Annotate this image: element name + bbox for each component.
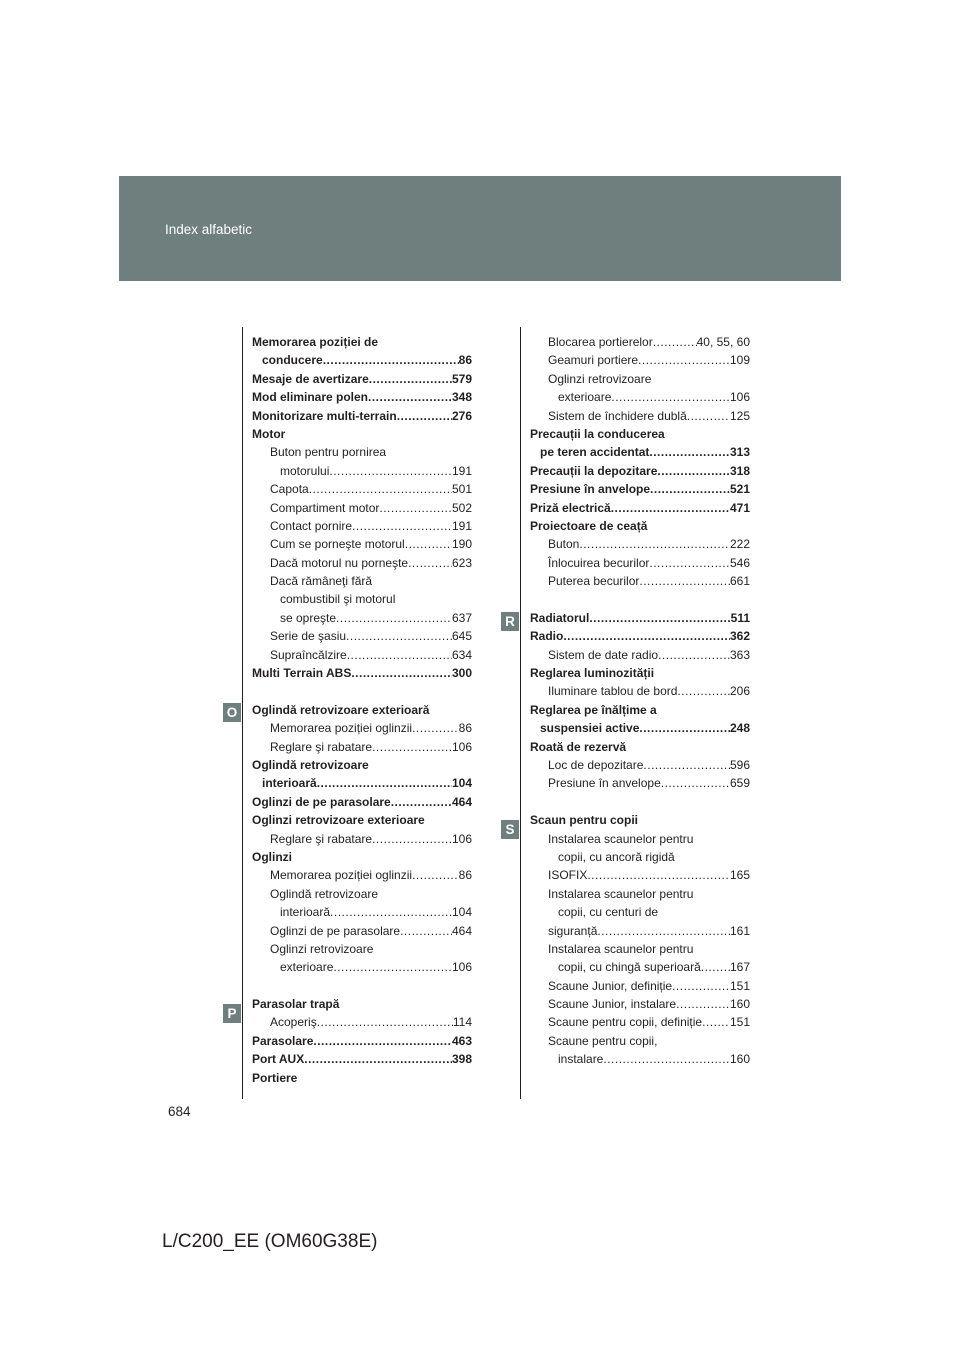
leader-dots [649,554,730,572]
index-entry-label: Radiatorul [530,610,590,625]
index-entry-page: 645 [451,629,472,644]
index-entry-page: 114 [452,1015,472,1030]
index-entry-label: instalare [558,1052,604,1067]
index-entry-label: Proiectoare de ceață [530,518,648,533]
index-entry-label: Buton [548,537,580,552]
index-entry-page: 276 [451,408,472,423]
index-entry-page: 106 [451,960,472,975]
index-entry [530,977,750,995]
index-entry [252,407,472,425]
index-entry-label: Oglinzi [252,849,292,864]
index-entry-page: 104 [451,776,472,791]
section-gap [252,977,472,995]
leader-dots [603,1050,730,1068]
leader-dots [658,646,730,664]
index-entry-label: Multi Terrain ABS [252,666,352,681]
index-entry-label: Monitorizare multi-terrain [252,408,397,423]
index-entry [530,1050,750,1068]
leader-dots [597,922,730,940]
index-entry-label: Supraîncălzire [270,647,347,662]
index-entry [530,830,750,848]
index-entry-label: Puterea becurilor [548,574,640,589]
index-entry-label: Oglinzi de pe parasolare [252,794,391,809]
leader-dots [372,830,452,848]
index-entry-page: 579 [451,371,472,386]
leader-dots [563,627,730,645]
index-entry-label: Oglinzi retrovizoare [548,371,652,386]
index-entry [252,903,472,921]
leader-dots [677,682,730,700]
index-entry-page: 661 [729,574,750,589]
index-entry [252,922,472,940]
index-entry [252,462,472,480]
leader-dots [611,388,730,406]
index-entry-page: 222 [729,537,750,552]
index-entry-label: Contact pornire [270,518,353,533]
index-entry [252,480,472,498]
leader-dots [405,535,452,553]
section-gap [252,682,472,700]
leader-dots [649,443,730,461]
index-entry-label: Parasolare [252,1033,314,1048]
index-entry-page: 160 [729,997,750,1012]
leader-dots [313,1032,452,1050]
index-entry-label: Serie de şasiu [270,629,347,644]
page-number: 684 [168,1104,191,1119]
index-entry-label: copii, cu centuri de [558,905,659,920]
leader-dots [639,719,730,737]
index-entry [252,535,472,553]
index-entry [252,738,472,756]
index-entry-label: pe teren accidentat [540,445,650,460]
index-entry [252,627,472,645]
index-entry-page: 160 [729,1052,750,1067]
index-entry-page: 363 [729,647,750,662]
index-entry-page: 167 [729,960,750,975]
index-entry-label: Reglare şi rabatare [270,831,373,846]
index-entry [530,388,750,406]
leader-dots [687,407,730,425]
leader-dots [579,535,730,553]
index-entry [530,756,750,774]
index-entry-label: Loc de depozitare [548,757,644,772]
left-column-rule [242,327,243,1099]
index-entry-page: 464 [451,923,472,938]
header-title: Index alfabetic [165,222,253,237]
index-entry [530,554,750,572]
index-entry-page: 464 [451,794,472,809]
index-entry [530,499,750,517]
leader-dots [408,554,452,572]
index-entry [530,738,750,756]
index-entry [252,958,472,976]
index-entry-label: Precauții la depozitare [530,463,658,478]
index-entry [530,995,750,1013]
index-entry-label: Dacă rămâneţi fără [270,574,373,589]
index-entry [252,351,472,369]
index-entry-page: 106 [451,831,472,846]
index-entry-label: Oglindă retrovizoare [270,886,379,901]
index-entry-page: 596 [729,757,750,772]
index-entry-page: 313 [729,445,750,460]
index-entry-label: Memorarea poziției oglinzii [270,868,413,883]
leader-dots [317,774,452,792]
index-entry-label: Sistem de date radio [548,647,659,662]
index-entry-label: Scaun pentru copii [530,813,639,828]
index-entry [530,333,750,351]
index-entry-label: Portiere [252,1070,298,1085]
leader-dots [412,866,459,884]
leader-dots [611,499,730,517]
index-entry [252,370,472,388]
leader-dots [391,793,452,811]
index-entry [252,609,472,627]
index-entry-page: 300 [451,666,472,681]
leader-dots [368,388,452,406]
index-entry-label: Scaune pentru copii, definiție [548,1015,703,1030]
index-entry-label: Sistem de închidere dublă [548,408,687,423]
index-entry-label: Mesaje de avertizare [252,371,369,386]
index-entry-label: Memorarea poziției oglinzii [270,721,413,736]
leader-dots [661,774,730,792]
leader-dots [643,756,730,774]
index-entry [252,388,472,406]
leader-dots [397,407,452,425]
index-entry-label: Instalarea scaunelor pentru [548,886,694,901]
index-entry [530,443,750,461]
index-entry [252,774,472,792]
index-entry-page: 623 [451,555,472,570]
section-letter-p: P [223,1004,241,1023]
index-entry-label: Blocarea portierelor [548,335,653,349]
leader-dots [412,719,459,737]
index-entry [530,940,750,958]
index-entry [252,333,472,351]
index-entry-page: 165 [729,868,750,883]
leader-dots [304,1050,452,1068]
leader-dots [351,664,452,682]
index-entry-label: Motor [252,426,286,441]
index-entry-label: se opreşte [280,610,337,625]
index-entry-label: Instalarea scaunelor pentru [548,941,694,956]
footer-code: L/C200_EE (OM60G38E) [162,1231,378,1252]
index-entry [252,425,472,443]
index-entry-page: 191 [451,463,472,478]
index-column-left [252,333,472,1087]
index-entry [530,407,750,425]
index-entry-label: Memorarea poziției de [252,335,379,349]
index-entry [252,664,472,682]
leader-dots [701,958,730,976]
index-entry-label: combustibil şi motorul [280,592,396,607]
index-entry-page: 248 [729,721,750,736]
index-entry-label: Iluminare tablou de bord [548,684,678,699]
leader-dots [330,903,452,921]
index-entry [530,480,750,498]
index-entry-label: Oglinzi de pe parasolare [270,923,401,938]
index-column-right [530,333,750,1069]
index-entry-label: Compartiment motor [270,500,380,515]
index-entry-label: Oglindă retrovizoare [252,757,369,772]
index-entry-page: 191 [451,518,472,533]
index-entry [252,830,472,848]
index-entry [530,1032,750,1050]
index-entry-label: Presiune în anvelope [530,482,651,497]
index-entry [252,885,472,903]
index-entry-page: 106 [729,390,750,405]
index-entry [530,885,750,903]
section-letter-s: S [501,820,519,839]
index-entry-page: 637 [451,610,472,625]
index-entry-label: Acoperiş [270,1015,317,1030]
index-entry [530,572,750,590]
index-entry-label: Parasolar trapă [252,997,340,1012]
index-entry-label: Port AUX [252,1052,305,1067]
index-entry-label: suspensiei active [540,721,640,736]
index-entry [530,848,750,866]
index-entry [252,499,472,517]
leader-dots [317,1013,453,1031]
leader-dots [352,517,452,535]
index-entry-label: Priză electrică [530,500,611,515]
leader-dots [702,1013,730,1031]
index-entry-label: Scaune Junior, instalare [548,997,677,1012]
index-entry-page: 501 [451,482,472,497]
index-entry [252,1013,472,1031]
index-entry-label: Oglinzi retrovizoare [270,941,374,956]
index-entry [252,1050,472,1068]
index-entry [530,664,750,682]
leader-dots [333,958,452,976]
leader-dots [329,462,452,480]
leader-dots [587,866,730,884]
index-entry-label: ISOFIX [548,868,588,883]
index-entry [530,535,750,553]
index-entry [530,627,750,645]
index-entry-label: Buton pentru pornirea [270,445,387,460]
index-entry [530,719,750,737]
index-entry-label: copii, cu chingă superioară [558,960,701,975]
page-header [119,176,841,281]
leader-dots [676,995,730,1013]
index-entry [252,995,472,1013]
index-entry-page: 659 [729,776,750,791]
index-entry-page: 109 [729,353,750,368]
leader-dots [369,370,452,388]
leader-dots [309,480,452,498]
index-entry-label: Cum se porneşte motorul [270,537,405,552]
index-entry-page: 511 [730,610,750,625]
leader-dots [346,627,452,645]
index-entry [530,922,750,940]
index-entry [252,554,472,572]
leader-dots [638,351,730,369]
index-entry-label: conducere [262,353,323,368]
index-entry [530,370,750,388]
index-entry-page: 521 [729,482,750,497]
index-entry [530,701,750,719]
section-letter-r: R [501,612,519,631]
index-entry [252,1069,472,1087]
index-entry-label: Radio [530,629,564,644]
index-entry-label: Instalarea scaunelor pentru [548,831,694,846]
index-entry [530,351,750,369]
index-entry-label: Reglare şi rabatare [270,739,373,754]
index-entry [252,590,472,608]
index-entry [252,646,472,664]
index-entry-page: 362 [729,629,750,644]
index-entry-page: 86 [458,868,472,883]
index-entry [252,793,472,811]
leader-dots [372,738,452,756]
index-entry-label: Înlocuirea becurilor [548,555,650,570]
index-entry [530,646,750,664]
index-entry-label: Capota [270,482,309,497]
index-entry-page: 398 [451,1052,472,1067]
section-letter-o: O [223,703,241,722]
section-gap [530,590,750,608]
leader-dots [323,351,459,369]
index-entry-page: 463 [451,1033,472,1048]
index-entry-page: 546 [729,555,750,570]
leader-dots [347,646,452,664]
index-entry-page: 161 [729,923,750,938]
index-entry [252,572,472,590]
index-entry-page: 502 [451,500,472,515]
index-entry-label: Scaune pentru copii, [548,1033,658,1048]
index-entry-label: Reglarea luminozității [530,666,655,681]
index-entry [530,462,750,480]
index-entry [252,756,472,774]
index-entry [252,701,472,719]
leader-dots [400,922,452,940]
index-entry-page: 40, 55, 60 [696,335,750,349]
index-entry [252,517,472,535]
index-entry [530,958,750,976]
index-entry-page: 634 [451,647,472,662]
index-entry-label: Roată de rezervă [530,739,627,754]
index-entry-page: 151 [729,978,750,993]
index-entry-page: 106 [451,739,472,754]
index-entry-label: Scaune Junior, definiție [548,978,673,993]
leader-dots [379,499,452,517]
index-entry-label: siguranță [548,923,598,938]
index-entry-label: exterioare [558,390,612,405]
index-entry [530,866,750,884]
index-entry-label: Presiune în anvelope [548,776,661,791]
index-entry-label: Precauții la conducerea [530,426,665,441]
index-entry [530,903,750,921]
index-entry-label: motorului [280,463,330,478]
leader-dots [653,333,697,351]
index-entry [530,425,750,443]
section-gap [530,793,750,811]
leader-dots [650,480,730,498]
index-entry-label: Geamuri portiere [548,353,639,368]
index-entry-label: exterioare [280,960,334,975]
leader-dots [672,977,730,995]
index-entry-page: 151 [729,1015,750,1030]
index-entry [252,848,472,866]
index-entry-page: 206 [729,684,750,699]
index-entry-page: 471 [729,500,750,515]
index-entry [530,1013,750,1031]
index-entry-page: 318 [729,463,750,478]
index-entry-page: 348 [451,390,472,405]
index-entry-label: Dacă motorul nu porneşte [270,555,409,570]
index-entry-label: interioară [280,905,331,920]
leader-dots [336,609,452,627]
index-entry-page: 190 [451,537,472,552]
index-entry-label: Mod eliminare polen [252,390,369,405]
index-entry-label: Reglarea pe înălțime a [530,702,657,717]
index-entry-label: copii, cu ancoră rigidă [558,849,675,864]
index-entry [252,1032,472,1050]
index-entry [252,443,472,461]
index-entry-label: interioară [262,776,317,791]
index-entry-page: 86 [458,721,472,736]
index-entry [252,719,472,737]
index-entry [252,940,472,958]
index-entry [252,811,472,829]
index-entry [530,774,750,792]
index-entry-page: 125 [729,408,750,423]
index-entry [530,682,750,700]
index-entry [530,609,750,627]
index-entry [530,517,750,535]
index-entry-page: 104 [451,905,472,920]
index-entry-label: Oglindă retrovizoare exterioară [252,702,430,717]
index-entry [530,811,750,829]
index-entry-label: Oglinzi retrovizoare exterioare [252,813,425,828]
leader-dots [657,462,730,480]
right-column-rule [520,327,521,1099]
index-entry-page: 86 [458,353,472,368]
leader-dots [639,572,730,590]
index-entry [252,866,472,884]
leader-dots [589,609,730,627]
